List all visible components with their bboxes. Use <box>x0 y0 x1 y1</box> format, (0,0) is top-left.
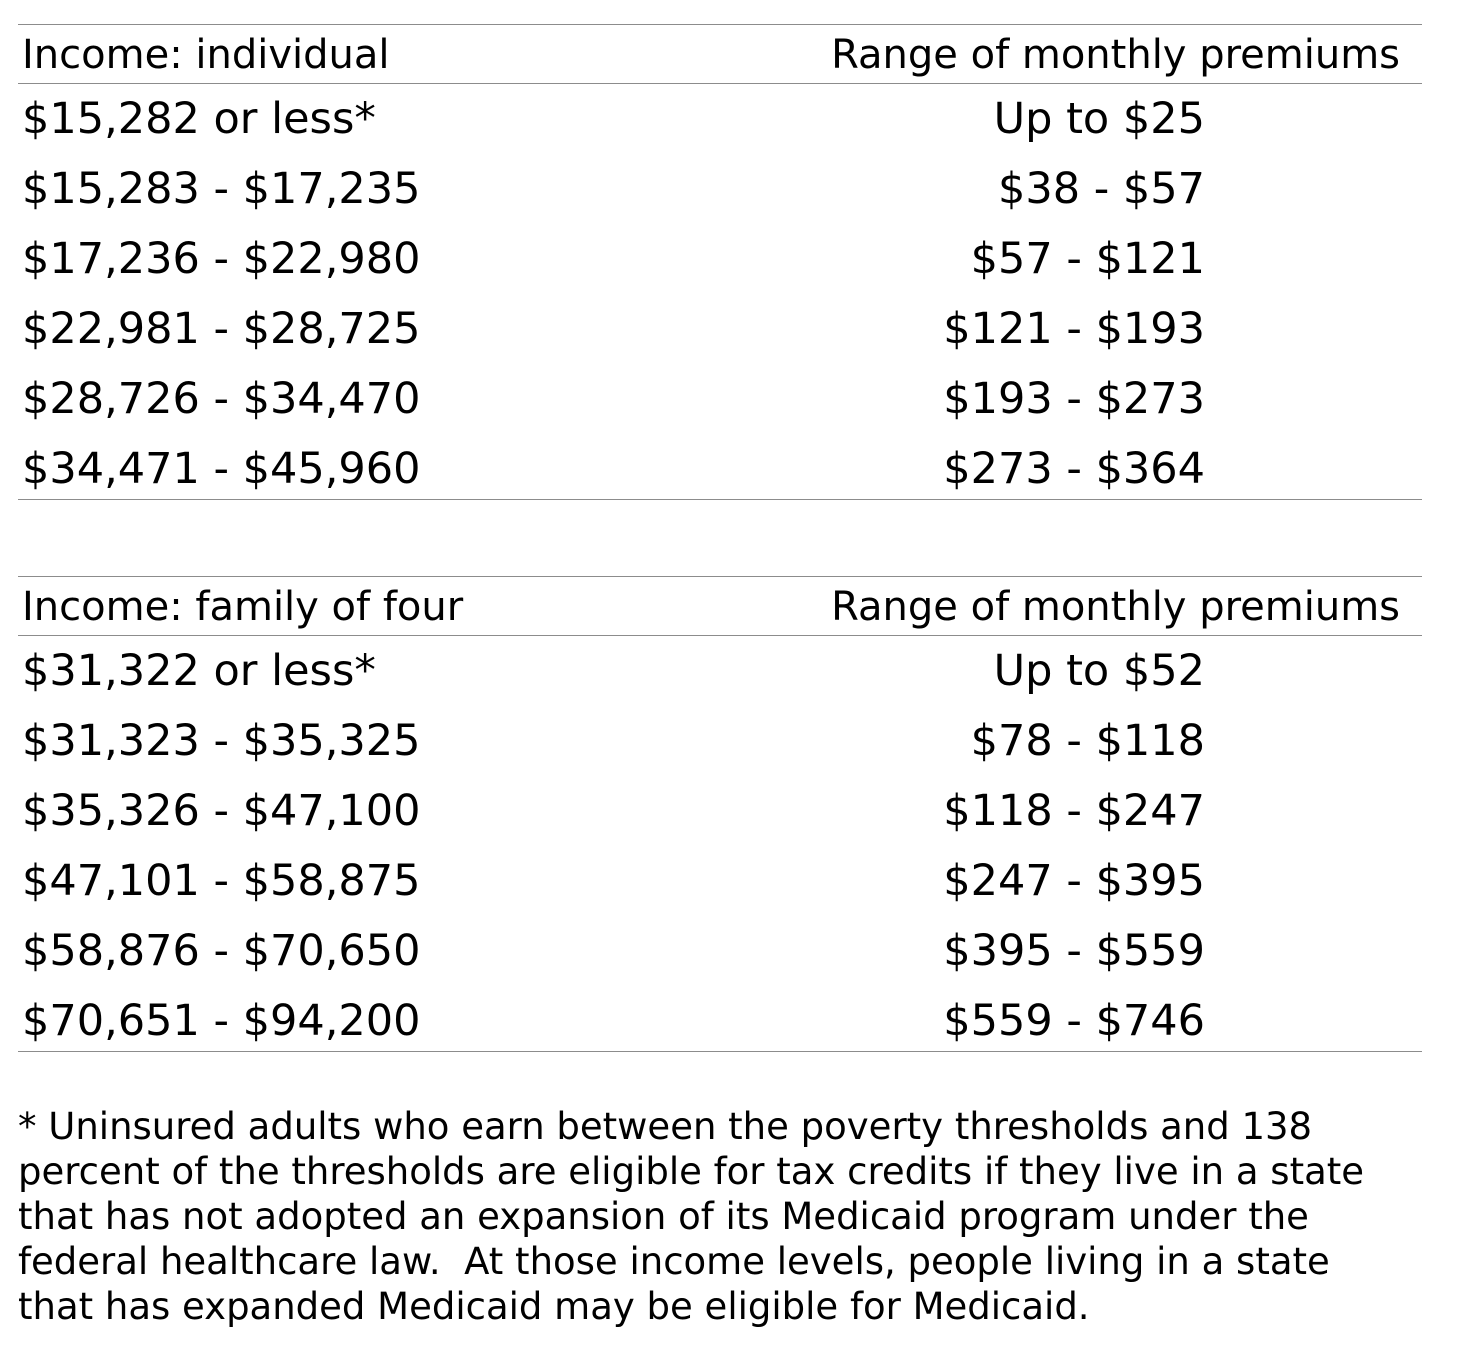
premium-cell: $559 - $746 <box>943 996 1205 1046</box>
income-cell: $34,471 - $45,960 <box>22 444 421 494</box>
table-row <box>18 916 1422 986</box>
table-row <box>18 294 1422 364</box>
income-column-header: Income: individual <box>22 32 390 78</box>
footnote-line: federal healthcare law. At those income levels, people living in a state <box>18 1240 1330 1283</box>
footnote-line: that has not adopted an expansion of its Medicaid program under the <box>18 1195 1309 1238</box>
income-cell: $35,326 - $47,100 <box>22 786 421 836</box>
table-row <box>18 224 1422 294</box>
income-cell: $28,726 - $34,470 <box>22 374 421 424</box>
premium-cell: $273 - $364 <box>943 444 1205 494</box>
table-header <box>18 24 1422 84</box>
premium-cell: $193 - $273 <box>943 374 1205 424</box>
income-cell: $58,876 - $70,650 <box>22 926 421 976</box>
premium-cell: Up to $52 <box>993 646 1205 696</box>
income-cell: $31,323 - $35,325 <box>22 716 421 766</box>
income-cell: $15,283 - $17,235 <box>22 164 421 214</box>
premium-cell: $57 - $121 <box>970 234 1205 284</box>
income-column-header: Income: family of four <box>22 584 464 630</box>
income-cell: $15,282 or less* <box>22 94 376 144</box>
premium-column-header: Range of monthly premiums <box>831 584 1400 630</box>
table-row <box>18 84 1422 154</box>
income-cell: $31,322 or less* <box>22 646 376 696</box>
premium-cell: $118 - $247 <box>943 786 1205 836</box>
premium-column-header: Range of monthly premiums <box>831 32 1400 78</box>
family-income-table <box>18 576 1422 1052</box>
table-row <box>18 776 1422 846</box>
table-header <box>18 576 1422 636</box>
income-cell: $70,651 - $94,200 <box>22 996 421 1046</box>
premium-cell: $121 - $193 <box>943 304 1205 354</box>
premium-cell: Up to $25 <box>993 94 1205 144</box>
footnote-line: percent of the thresholds are eligible for tax credits if they live in a state <box>18 1150 1365 1193</box>
table-row <box>18 986 1422 1051</box>
income-cell: $22,981 - $28,725 <box>22 304 421 354</box>
table-row <box>18 364 1422 434</box>
table-body <box>18 84 1422 500</box>
table-row <box>18 706 1422 776</box>
table-row <box>18 846 1422 916</box>
premium-cell: $38 - $57 <box>997 164 1205 214</box>
premium-cell: $247 - $395 <box>943 856 1205 906</box>
footnote-line: that has expanded Medicaid may be eligible for Medicaid. <box>18 1285 1090 1328</box>
income-cell: $47,101 - $58,875 <box>22 856 421 906</box>
table-row <box>18 154 1422 224</box>
premium-cell: $78 - $118 <box>970 716 1205 766</box>
income-cell: $17,236 - $22,980 <box>22 234 421 284</box>
premium-cell: $395 - $559 <box>943 926 1205 976</box>
footnote <box>18 1104 1438 1329</box>
individual-income-table <box>18 24 1422 500</box>
footnote-line: * Uninsured adults who earn between the poverty thresholds and 138 <box>18 1105 1313 1148</box>
table-body <box>18 636 1422 1052</box>
table-row <box>18 636 1422 706</box>
table-row <box>18 434 1422 499</box>
